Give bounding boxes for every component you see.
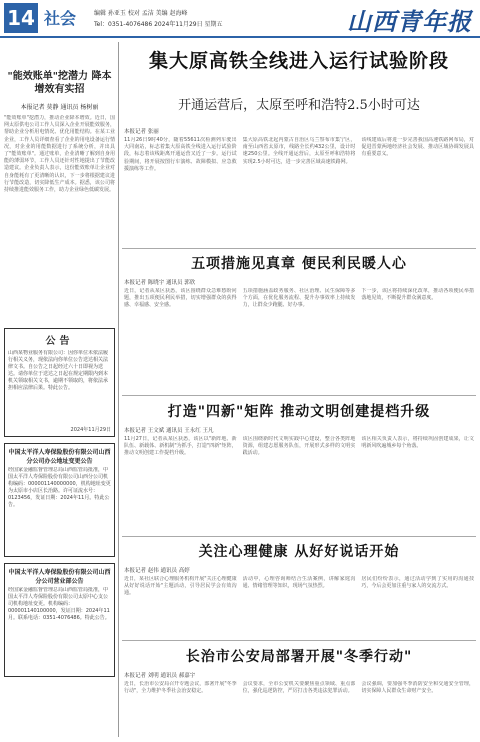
article-2-title: 五项措施见真章 便民利民暖人心 [191,256,407,272]
lead-headline: 集大原高铁全线进入运行试验阶段 [148,50,449,72]
divider-1 [122,248,476,249]
lead-col-2: 集大原高铁北起内蒙古自治区乌兰察布市集宁区，南至山西省太原市，线路全长约432公里，设计时速250公里。全线开通运营后，太原至呼和浩特将实现2.5小时可达，进一步完善区域高速铁路网。 [242,137,356,165]
notice-text: 山西某物业服务有限公司：因你单位未依法履行相关义务，现依法向你单位公告送达相关法律文书。自公告之日起经过六十日即视为送达。请你单位于送达之日起在规定期限内到本机关领取相关文书，逾期不领取的，将依法承担相应法律后果。特此公告。 [8,350,109,391]
article-4-body [124,576,474,636]
article-5-col-3: 会议强调，要加强冬季消防安全和交通安全管理，切实保障人民群众生命财产安全。 [361,681,475,695]
notice-box [4,328,115,437]
article-3-col-3: 该区相关负责人表示，将持续巩固创建成果，让文明新风吹遍城乡每个角落。 [361,436,475,450]
article-5-body [124,681,474,737]
article-3-col-2: 该区围绕新时代文明实践中心建设，整合各类阵地资源，组建志愿服务队伍，开展形式多样的文明实践活动。 [242,436,356,457]
lead-byline: 本报记者 张丽 [124,129,159,135]
article-3-title: 打造"四新"矩阵 推动文明创建提档升级 [167,404,431,420]
article-5-col-2: 会议要求，全市公安机关要聚焦重点领域、重点部位，强化巡逻防控，严厉打击各类违法犯罪活动。 [242,681,356,695]
lead-body [124,137,474,243]
article-4-title: 关注心理健康 从好好说话开始 [198,544,400,560]
article-2-byline: 本报记者 陈晓宇 通讯员 郭欣 [124,280,196,286]
article-4-col-2: 活动中，心理咨询师结合生活案例，讲解家庭沟通、情绪管理等知识，现场气氛热烈。 [242,576,356,590]
article-2-col-2: 五项措施涵盖政务服务、社区治理、民生保障等多个方面，在优化服务流程、提升办事效率上持续发力，让群众少跑腿、好办事。 [242,288,356,309]
article-5-title: 长治市公安局部署开展"冬季行动" [185,649,413,665]
left-article-title: "能效账单"挖潜力 降本增效有实招 [7,71,112,95]
divider-2 [122,395,476,396]
lead-subtitle: 开通运营后，太原至呼和浩特2.5小时可达 [178,98,420,113]
divider-4 [122,640,476,641]
ad-box-1 [4,443,115,557]
left-article-body: "能效账单"挖潜力，推动企业降本增效。近日，国网太原供电公司工作人员深入企业开展能效服务，帮助企业分析用电情况、优化用能结构。在某工业企业，工作人员详细查看了企业的用电设备运行情况，对企业的用能数据进行了系统分析，并出具了"能效账单"。通过账单，企业清晰了解到自身用能的薄弱环节，工作人员还针对性地提出了节能改造建议。企业负责人表示，这份能效账单让企业对自身能耗有了更清晰的认识，下一步将根据建议进行节能改造，切实降低生产成本。据悉，该公司将持续推进能效服务工作，助力企业绿色低碳发展。 [4,115,115,194]
article-2-col-3: 下一步，该区将持续深化改革，推动各项便民举措落地见效，不断提升群众满意度。 [361,288,475,302]
article-5-col-1: 近日，长治市公安局召开专题会议，部署开展"冬季行动"，全力维护冬季社会治安稳定。 [124,681,237,695]
article-3-body [124,436,474,532]
ad-text-2: 经国家金融监督管理总局山西监管局批准，中国太平洋人寿保险股份有限公司太原中心支公司机构地址变更。机构编码：000001140100000，发证日期：2024年11月。联系电话：0351-4076486。特此公告。 [8,587,110,621]
notice-title: 公告 [45,336,74,347]
date-line: Tel：0351-4076486 2024年11月29日 星期五 [94,21,223,28]
article-4-byline: 本报记者 赵伟 通讯员 高婷 [124,568,190,574]
left-article-byline: 本报记者 莫静 通讯员 杨树丽 [20,104,99,111]
article-4-col-1: 近日，某社区联合心理服务机构开展"关注心理健康 从好好说话开始"主题活动，引导居民学会有效沟通。 [124,576,237,597]
article-2-body [124,288,474,391]
ad-text-1: 经国家金融监督管理总局山西监管局批准，中国太平洋人寿保险股份有限公司山西分公司机构编码：000001140000000，机构地址变更为太原市小店区长治路。许可证流水号：0123456，发证日期：2024年11月。特此公告。 [8,467,111,508]
page-header [0,0,480,38]
article-3-col-1: 11月27日，记者从某区获悉，该区以"新阵地、新队伍、新载体、新机制"为抓手，打造"四新"矩阵，推动文明创建工作提档升级。 [124,436,237,457]
article-3-byline: 本报记者 王文斌 通讯员 王永红 王凡 [124,428,214,434]
page-number: 14 [4,3,38,33]
column-divider [118,42,119,737]
masthead-logo: 山西青年报 [347,7,472,36]
ad-title-2: 中国太平洋人寿保险股份有限公司山西分公司营业部公告 [8,569,111,585]
editor-line: 编辑 孙亚玉 校对 孟洁 美编 赵海峰 [94,10,188,17]
article-5-byline: 本报记者 刘明 通讯员 郝嘉宇 [124,673,196,679]
left-column [4,42,115,737]
ad-title-1: 中国太平洋人寿保险股份有限公司山西分公司办公地址变更公告 [8,449,111,465]
section-title: 社会 [44,9,77,28]
ad-box-2 [4,563,115,677]
divider-3 [122,536,476,537]
article-2-col-1: 近日，记者从某区获悉，该区围绕群众急难愁盼问题，推出五项便民利民举措，切实增强群众的获得感、幸福感、安全感。 [124,288,237,309]
lead-col-1: 11月26日9时40分，随着55611次检测列车驶出大同南站，标志着集大原高铁全线进入运行试验阶段，标志着该线距离开通运营又近了一步。运行试验期间，将开展按图行车演练、故障模拟、应急救援演练等工作。 [124,137,237,172]
notice-date: 2024年11月29日 [70,427,111,433]
lead-col-3: 该线建成后将进一步完善我国高速铁路网布局，对促进晋蒙两地经济社会发展、推动区域协调发展具有重要意义。 [361,137,475,158]
article-4-col-3: 居民们纷纷表示，通过活动学到了实用的沟通技巧，今后会更加注重与家人的交流方式。 [361,576,475,590]
